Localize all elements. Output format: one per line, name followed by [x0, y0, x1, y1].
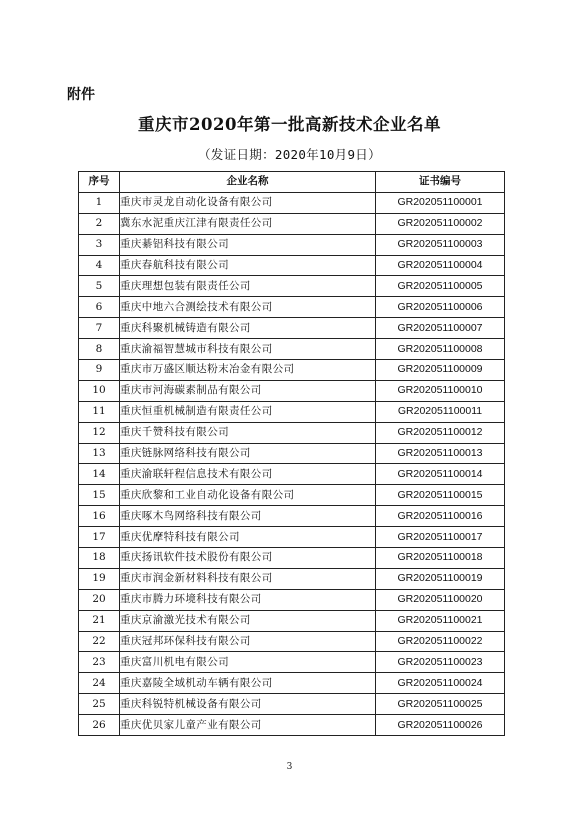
row-seq-cell: 24: [79, 673, 120, 694]
table-row: [79, 610, 505, 631]
row-seq-cell: 18: [79, 548, 120, 569]
row-seq-cell: 16: [79, 506, 120, 527]
table-body: [79, 192, 505, 735]
table-row: [79, 652, 505, 673]
row-seq-cell: 4: [79, 255, 120, 276]
row-cert-number-cell: GR202051100012: [376, 422, 505, 443]
table-row: [79, 589, 505, 610]
row-company-name-cell: 重庆优贝家儿童产业有限公司: [120, 715, 376, 736]
row-company-name-cell: 重庆京渝激光技术有限公司: [120, 610, 376, 631]
column-header-name: 企业名称: [120, 172, 376, 193]
row-seq-cell: 15: [79, 485, 120, 506]
row-company-name-cell: 重庆綦铝科技有限公司: [120, 234, 376, 255]
row-company-name-cell: 重庆啄木鸟网络科技有限公司: [120, 506, 376, 527]
table-row: [79, 255, 505, 276]
row-company-name-cell: 重庆富川机电有限公司: [120, 652, 376, 673]
row-company-name-cell: 重庆市河海碳素制品有限公司: [120, 380, 376, 401]
table-row: [79, 527, 505, 548]
row-seq-cell: 8: [79, 339, 120, 360]
table-row: [79, 422, 505, 443]
table-row: [79, 506, 505, 527]
row-cert-number-cell: GR202051100022: [376, 631, 505, 652]
table-row: [79, 380, 505, 401]
row-cert-number-cell: GR202051100016: [376, 506, 505, 527]
row-seq-cell: 21: [79, 610, 120, 631]
table-row: [79, 548, 505, 569]
row-cert-number-cell: GR202051100019: [376, 568, 505, 589]
row-company-name-cell: 重庆市润金新材料科技有限公司: [120, 568, 376, 589]
row-cert-number-cell: GR202051100013: [376, 443, 505, 464]
row-seq-cell: 6: [79, 297, 120, 318]
column-header-cert: 证书编号: [376, 172, 505, 193]
row-company-name-cell: 重庆市万盛区顺达粉末冶金有限公司: [120, 360, 376, 381]
table-row: [79, 464, 505, 485]
row-cert-number-cell: GR202051100003: [376, 234, 505, 255]
row-company-name-cell: 冀东水泥重庆江津有限责任公司: [120, 213, 376, 234]
row-seq-cell: 14: [79, 464, 120, 485]
row-seq-cell: 22: [79, 631, 120, 652]
table-row: [79, 715, 505, 736]
row-cert-number-cell: GR202051100002: [376, 213, 505, 234]
row-company-name-cell: 重庆冠邦环保科技有限公司: [120, 631, 376, 652]
row-company-name-cell: 重庆渝联轩程信息技术有限公司: [120, 464, 376, 485]
row-cert-number-cell: GR202051100001: [376, 192, 505, 213]
table-row: [79, 213, 505, 234]
row-seq-cell: 17: [79, 527, 120, 548]
table-row: [79, 443, 505, 464]
row-company-name-cell: 重庆市腾力环境科技有限公司: [120, 589, 376, 610]
row-cert-number-cell: GR202051100018: [376, 548, 505, 569]
row-seq-cell: 12: [79, 422, 120, 443]
table-row: [79, 318, 505, 339]
table-row: [79, 339, 505, 360]
column-header-seq: 序号: [79, 172, 120, 193]
row-company-name-cell: 重庆扬讯软件技术股份有限公司: [120, 548, 376, 569]
row-company-name-cell: 重庆欣黎和工业自动化设备有限公司: [120, 485, 376, 506]
table-row: [79, 276, 505, 297]
page-number: 3: [286, 762, 293, 772]
row-seq-cell: 1: [79, 192, 120, 213]
row-cert-number-cell: GR202051100007: [376, 318, 505, 339]
table-row: [79, 192, 505, 213]
row-seq-cell: 11: [79, 401, 120, 422]
row-seq-cell: 3: [79, 234, 120, 255]
row-company-name-cell: 重庆链脉网络科技有限公司: [120, 443, 376, 464]
row-company-name-cell: 重庆科锐特机械设备有限公司: [120, 694, 376, 715]
row-company-name-cell: 重庆优摩特科技有限公司: [120, 527, 376, 548]
row-seq-cell: 26: [79, 715, 120, 736]
table-row: [79, 401, 505, 422]
row-cert-number-cell: GR202051100009: [376, 360, 505, 381]
row-seq-cell: 2: [79, 213, 120, 234]
row-company-name-cell: 重庆市灵龙自动化设备有限公司: [120, 192, 376, 213]
row-cert-number-cell: GR202051100021: [376, 610, 505, 631]
row-cert-number-cell: GR202051100010: [376, 380, 505, 401]
row-seq-cell: 25: [79, 694, 120, 715]
enterprise-list-table: [78, 171, 505, 736]
row-company-name-cell: 重庆理想包装有限责任公司: [120, 276, 376, 297]
row-company-name-cell: 重庆千赞科技有限公司: [120, 422, 376, 443]
row-cert-number-cell: GR202051100006: [376, 297, 505, 318]
table-row: [79, 694, 505, 715]
row-cert-number-cell: GR202051100023: [376, 652, 505, 673]
row-seq-cell: 23: [79, 652, 120, 673]
row-company-name-cell: 重庆科聚机械铸造有限公司: [120, 318, 376, 339]
row-company-name-cell: 重庆渝福智慧城市科技有限公司: [120, 339, 376, 360]
table-row: [79, 485, 505, 506]
table-row: [79, 234, 505, 255]
row-cert-number-cell: GR202051100020: [376, 589, 505, 610]
row-cert-number-cell: GR202051100024: [376, 673, 505, 694]
table-row: [79, 297, 505, 318]
row-cert-number-cell: GR202051100017: [376, 527, 505, 548]
issue-date-subtitle: （发证日期：2020年10月9日）: [198, 147, 381, 162]
row-company-name-cell: 重庆中地六合测绘技术有限公司: [120, 297, 376, 318]
table-header-row: [79, 172, 505, 193]
table-row: [79, 673, 505, 694]
row-seq-cell: 19: [79, 568, 120, 589]
row-cert-number-cell: GR202051100005: [376, 276, 505, 297]
row-cert-number-cell: GR202051100008: [376, 339, 505, 360]
row-seq-cell: 9: [79, 360, 120, 381]
row-seq-cell: 5: [79, 276, 120, 297]
document-title: 重庆市2020年第一批高新技术企业名单: [138, 115, 441, 134]
row-cert-number-cell: GR202051100025: [376, 694, 505, 715]
row-company-name-cell: 重庆春航科技有限公司: [120, 255, 376, 276]
row-seq-cell: 10: [79, 380, 120, 401]
table-row: [79, 568, 505, 589]
attachment-label: 附件: [67, 87, 95, 103]
row-company-name-cell: 重庆嘉陵全域机动车辆有限公司: [120, 673, 376, 694]
row-cert-number-cell: GR202051100014: [376, 464, 505, 485]
row-seq-cell: 20: [79, 589, 120, 610]
row-seq-cell: 7: [79, 318, 120, 339]
row-cert-number-cell: GR202051100011: [376, 401, 505, 422]
row-cert-number-cell: GR202051100015: [376, 485, 505, 506]
row-seq-cell: 13: [79, 443, 120, 464]
row-cert-number-cell: GR202051100004: [376, 255, 505, 276]
table-row: [79, 360, 505, 381]
row-cert-number-cell: GR202051100026: [376, 715, 505, 736]
table-row: [79, 631, 505, 652]
row-company-name-cell: 重庆恒重机械制造有限责任公司: [120, 401, 376, 422]
